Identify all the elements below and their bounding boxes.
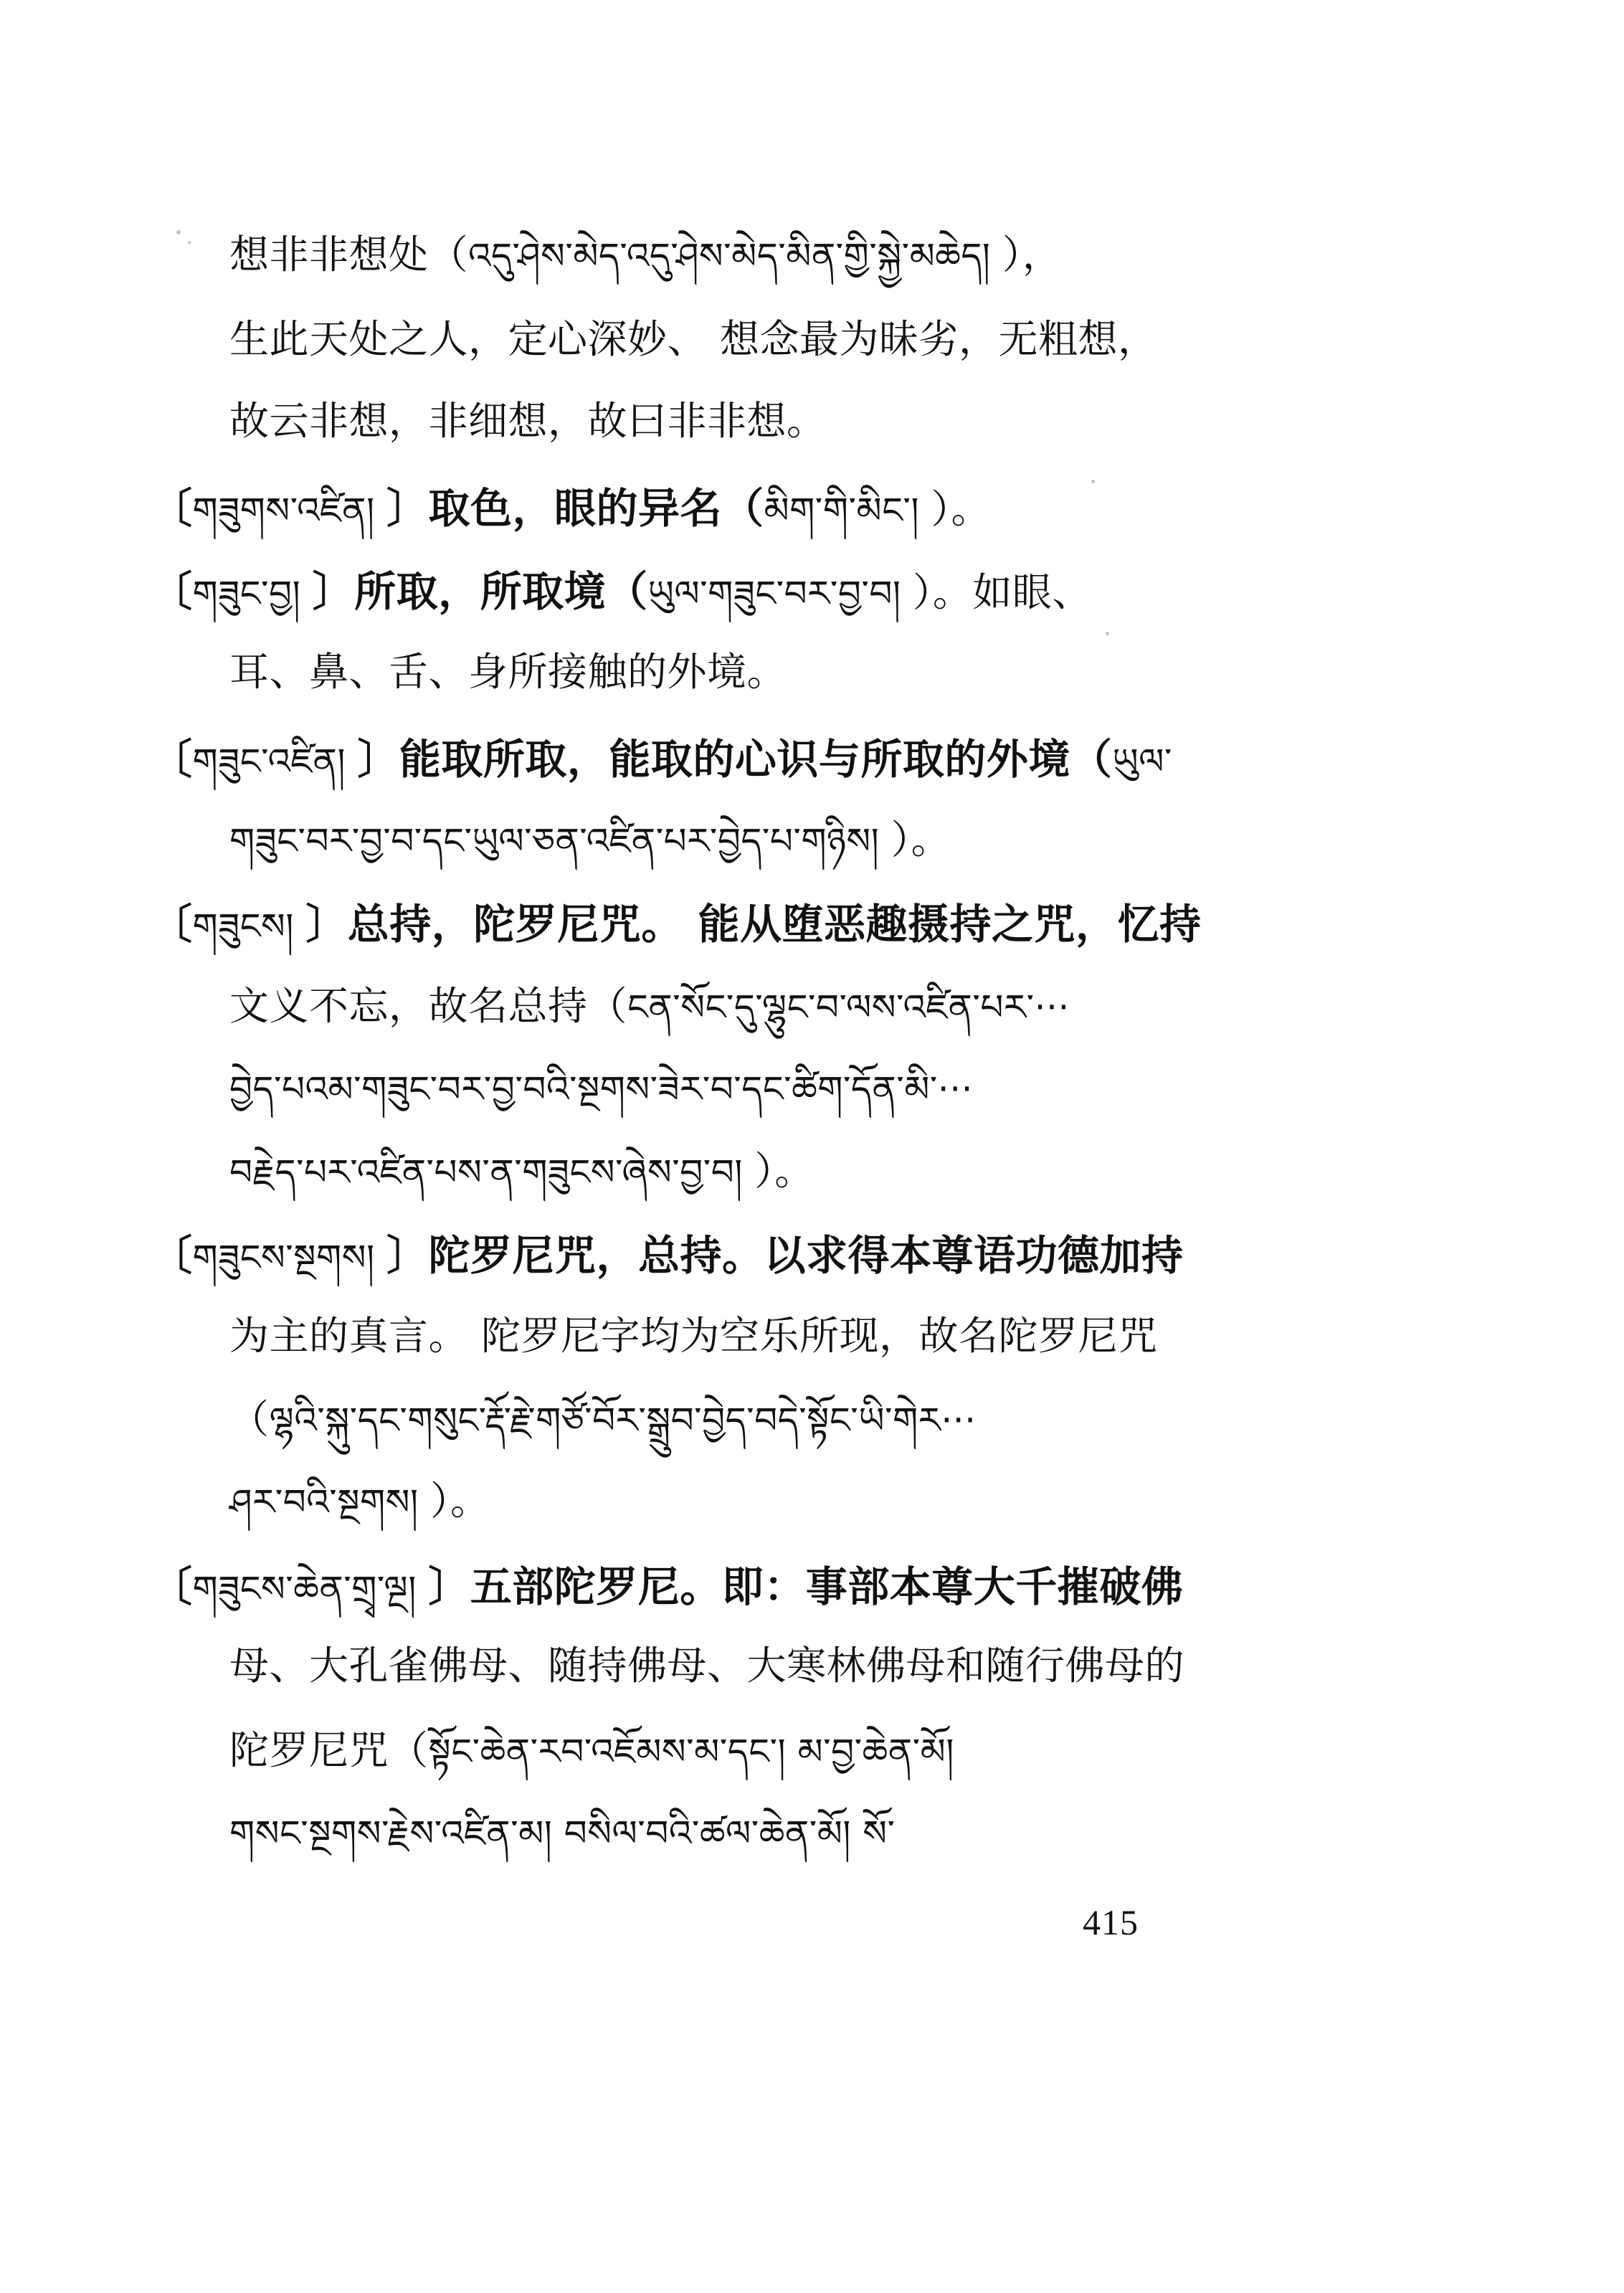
chinese-text: 耳、鼻、舌、身所接触的外境。 bbox=[229, 649, 787, 695]
tibetan-text: ཡུལ་ bbox=[1112, 741, 1172, 782]
tibetan-text: བྱེད་པའམ་གཟུང་བར་བྱ་བའི་སྔགས་ཟེར་བ་དང་ཚིག་དོན་མི་··· bbox=[229, 1068, 973, 1110]
chinese-text: 母、大孔雀佛母、随持佛母、大寒林佛母和随行佛母的 bbox=[229, 1643, 1185, 1689]
text-line bbox=[229, 649, 787, 695]
tibetan-text: གཟུངས་སྔགས། bbox=[192, 1237, 386, 1278]
text-line bbox=[151, 1562, 1184, 1611]
chinese-text: ）。 bbox=[891, 817, 951, 863]
tibetan-text: འདུ་ཤེས་མེད་འདུ་ཤེས་མེད་མིན་གྱི་སྐྱེ་མཆེད། bbox=[468, 235, 1002, 277]
chinese-text: 故云非想，非细想，故曰非非想。 bbox=[229, 398, 827, 444]
scan-speck bbox=[1181, 919, 1184, 922]
chinese-text: （ bbox=[229, 1396, 270, 1442]
chinese-text: 〕总持，陀罗尼咒。 能从堕恶趣摄持之咒，忆持 bbox=[305, 900, 1202, 949]
chinese-text: 〕陀罗尼咒，总持。以求得本尊语功德加持 bbox=[386, 1231, 1184, 1280]
tibetan-text: ངན་སོང་དུ་ལྷུང་བ་ལས་འཛིན་པར་··· bbox=[627, 987, 1070, 1028]
text-line bbox=[151, 1231, 1184, 1280]
text-line bbox=[229, 1396, 977, 1442]
text-line bbox=[229, 232, 1063, 277]
chinese-text: ）。如眼、 bbox=[912, 569, 1092, 615]
chinese-text: 生此天处之人，定心深妙、 想念最为昧劣，无粗想， bbox=[229, 316, 1158, 362]
tibetan-text: ཤར་བའི་སྔགས། bbox=[229, 1481, 430, 1523]
chinese-text: 〔 bbox=[151, 1231, 193, 1280]
text-line bbox=[151, 900, 1202, 949]
chinese-text: 为主的真言。 陀罗尼字均为空乐所现，故名陀罗尼咒 bbox=[229, 1313, 1158, 1359]
chinese-text: 陀罗尼咒（ bbox=[229, 1727, 429, 1773]
text-line bbox=[229, 1068, 973, 1108]
chinese-text: ）。 bbox=[754, 1148, 815, 1194]
chinese-text: 〕能取所取，能取的心识与所取的外境（ bbox=[357, 735, 1113, 784]
chinese-text: 〔 bbox=[151, 1562, 193, 1611]
text-line bbox=[151, 735, 1172, 784]
chinese-text: 〔 bbox=[151, 900, 193, 949]
tibetan-text: གཟུགས་འཛིན། bbox=[192, 490, 386, 531]
tibetan-text: གསང་སྔགས་རྗེས་འཛིན་མ། བསིལ་བའི་ཚལ་ཆེན་མོ། སོ་ bbox=[229, 1813, 896, 1854]
text-line bbox=[229, 1813, 896, 1852]
tibetan-text: ཡུལ་གཟུང་བར་བྱ་བ། bbox=[647, 573, 913, 614]
text-line bbox=[229, 817, 951, 863]
chinese-text: ）。 bbox=[931, 486, 991, 532]
chinese-text: 〕取色，眼的异名（ bbox=[386, 484, 764, 533]
chinese-text: 〔 bbox=[151, 567, 193, 616]
text-line bbox=[151, 484, 991, 533]
tibetan-text: སྟོང་ཆེན་རབ་འཇོམས་མ་དང་། མ་བྱ་ཆེན་མོ། bbox=[428, 1731, 954, 1772]
page-number: 415 bbox=[1083, 1902, 1139, 1942]
text-line bbox=[229, 398, 827, 444]
text-line bbox=[229, 1643, 1185, 1689]
chinese-text: 想非非想处（ bbox=[229, 232, 469, 277]
tibetan-text: མིག་གི་མིང་། bbox=[764, 490, 931, 531]
text-line bbox=[229, 1478, 490, 1524]
text-line bbox=[229, 316, 1158, 362]
tibetan-text: གཟུང་བྱ། bbox=[192, 573, 313, 614]
tibetan-text: བརྗེད་པར་འཛིན་པས་ན་གཟུངས་ཞེས་བྱ་བ། bbox=[229, 1152, 755, 1193]
chinese-text: ）， bbox=[1002, 232, 1063, 277]
chinese-text: ）。 bbox=[430, 1478, 490, 1524]
chinese-text: 〔 bbox=[151, 735, 193, 784]
text-line bbox=[229, 1727, 954, 1773]
tibetan-text: ལྷའི་སྐུ་དང་གསུང་རྡོ་རྗེ་གཙོ་བོར་སྒྲུབ་བྱེད་བདེ་སྟོང་ཡི་གེར··· bbox=[269, 1400, 977, 1441]
text-line bbox=[229, 1313, 1158, 1359]
text-line bbox=[229, 1148, 815, 1194]
scan-speck bbox=[1106, 632, 1109, 635]
tibetan-text: གཟུངས། bbox=[192, 906, 306, 947]
chinese-text: 文义不忘，故名总持（ bbox=[229, 983, 628, 1029]
scan-speck bbox=[176, 230, 181, 234]
tibetan-text: གཟུང་འཛིན། bbox=[192, 741, 358, 782]
scan-speck bbox=[1091, 480, 1095, 483]
text-line bbox=[151, 567, 1092, 616]
text-line bbox=[229, 983, 1070, 1029]
tibetan-text: གཟུངས་ཆེན་གྲྭ་ལྔ། bbox=[192, 1568, 429, 1610]
scan-speck bbox=[188, 241, 191, 244]
chinese-text: 〕所取，所取境（ bbox=[312, 567, 648, 616]
chinese-text: 〔 bbox=[151, 484, 193, 533]
chinese-text: 〕五部陀罗尼。即：事部本尊大千摧破佛 bbox=[428, 1562, 1184, 1611]
tibetan-text: གཟུང་བར་བྱ་བ་དང་ཡུལ་ཅན་འཛིན་པར་བྱེད་པ་གཉིས། bbox=[229, 820, 891, 862]
